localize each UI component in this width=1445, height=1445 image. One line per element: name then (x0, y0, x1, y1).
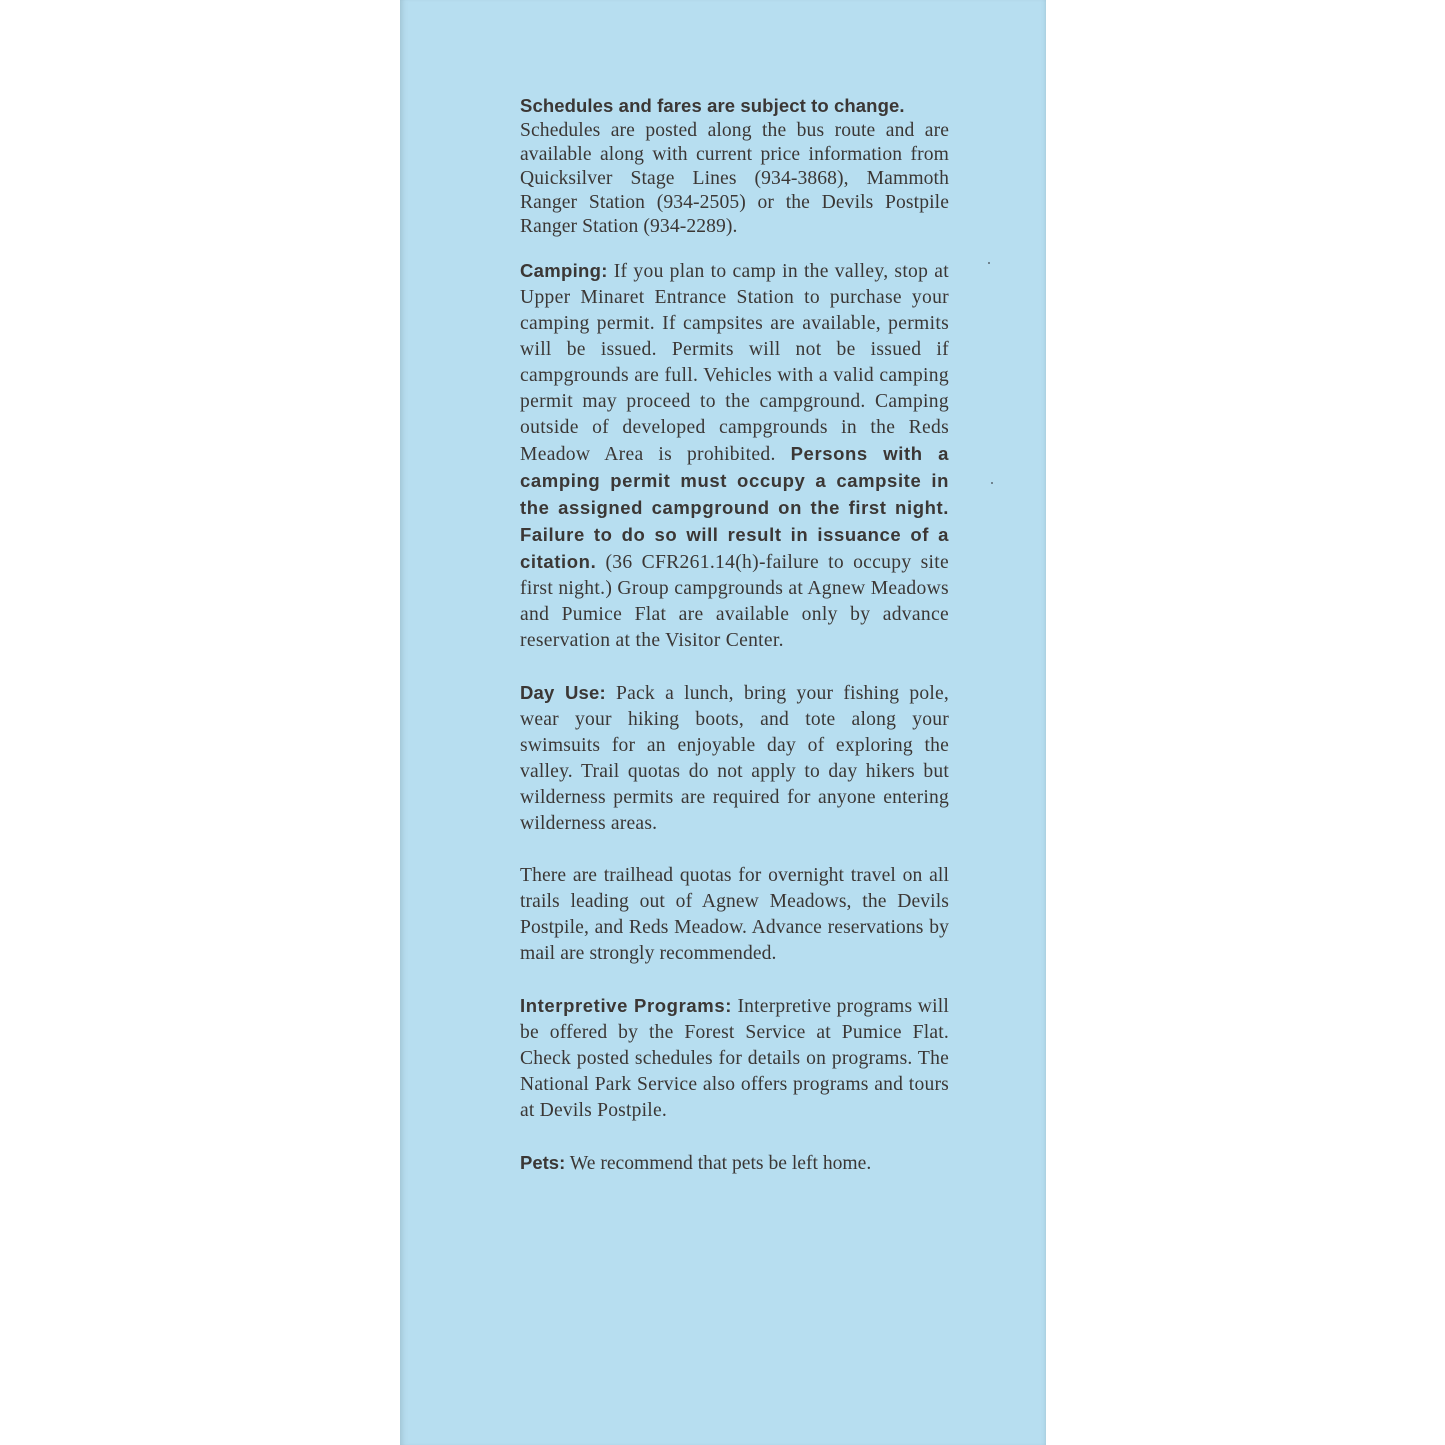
day-use-body: Pack a lunch, bring your fishing pole, wear your hiking boots, and tote along your swimsuits for an enjoyable day of exploring the valley. Trail quotas do not apply to day hikers but wilderness permits are required for anyone entering wilderness areas. (520, 683, 949, 834)
schedules-body: Schedules are posted along the bus route and are available along with current price information from Quicksilver Stage Lines (934-3868), Mammoth Ranger Station (934-2505) or the Devils Postpile Ranger Station (934-2289). (520, 120, 949, 237)
interpretive-paragraph (520, 993, 949, 1124)
camping-body: If you plan to camp in the valley, stop at Upper Minaret Entrance Station to purchase your camping permit. If campsites are available, permits will be issued. Permits will not be issued if campgrounds are full. Vehicles with a valid camping permit may proceed to the campground. Camping outside of developed campgrounds in the Reds Meadow Area is prohibited. (520, 261, 950, 465)
camping-heading: Camping: (520, 260, 608, 281)
paper-speck (988, 262, 990, 264)
trailhead-paragraph (520, 863, 949, 967)
camping-tail: (36 CFR261.14(h)-failure to occupy site first night.) Group campgrounds at Agnew Meadows and Pumice Flat are available only by advance reservation at the Visitor Center. (520, 552, 949, 651)
interpretive-body: Interpretive programs will be offered by the Forest Service at Pumice Flat. Check posted schedules for details on programs. The National Park Service also offers programs and tours at Devils Postpile. (520, 996, 950, 1121)
paper-speck (991, 482, 993, 484)
trailhead-body: There are trailhead quotas for overnight travel on all trails leading out of Agnew Meadows, the Devils Postpile, and Reds Meadow. Advance reservations by mail are strongly recommended. (520, 865, 949, 964)
camping-paragraph (520, 258, 949, 654)
day-use-paragraph (520, 680, 949, 837)
schedules-paragraph (520, 94, 949, 239)
pets-body: We recommend that pets be left home. (569, 1153, 872, 1174)
pets-heading: Pets: (520, 1152, 566, 1173)
brochure-panel (400, 0, 1046, 1445)
day-use-heading: Day Use: (520, 682, 606, 703)
schedules-heading: Schedules and fares are subject to change. (520, 95, 905, 116)
pets-paragraph (520, 1150, 949, 1177)
camping-warning: Persons with a camping permit must occupy a campsite in the assigned campground on the first night. Failure to do so will result in issuance of a citation. (520, 443, 950, 572)
interpretive-heading: Interpretive Programs: (520, 995, 732, 1016)
text-column (520, 94, 949, 1177)
